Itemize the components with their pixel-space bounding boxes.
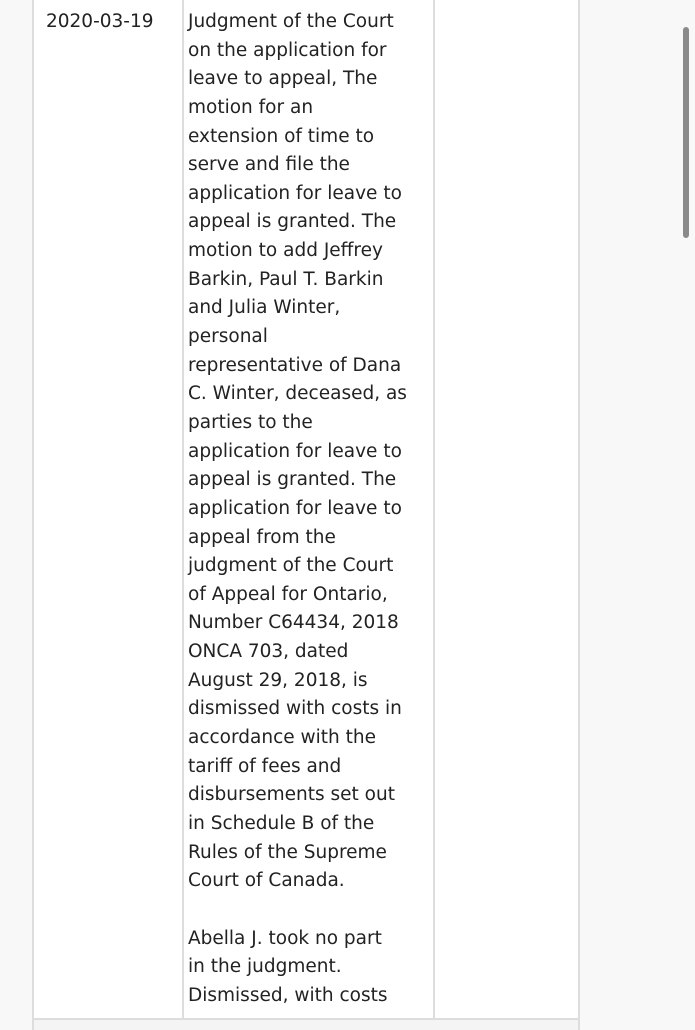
description-line: personal: [188, 326, 268, 348]
description-line: application for leave to: [188, 440, 402, 462]
description-line: Number C64434, 2018: [188, 612, 399, 634]
description-cell: [182, 0, 435, 1018]
paragraph-gap: [188, 896, 407, 925]
description-line: Court of Canada.: [188, 870, 345, 892]
description-line: Judgment of the Court: [188, 11, 394, 32]
description-line: Rules of the Supreme: [188, 841, 387, 863]
description-line: in the judgment.: [188, 956, 342, 978]
description-line: disbursements set out: [188, 784, 395, 806]
scrollbar[interactable]: [683, 27, 689, 238]
description-line: Dismissed, with costs: [188, 984, 388, 1006]
description-line: motion for an: [188, 96, 314, 118]
description-line: motion to add Jeffrey: [188, 240, 383, 262]
proceedings-table: [32, 0, 580, 1020]
description-line: appeal is granted. The: [188, 469, 397, 491]
description-line: extension of time to: [188, 125, 375, 147]
description-line: appeal is granted. The: [188, 211, 397, 233]
description-line: representative of Dana: [188, 354, 402, 376]
description-line: dismissed with costs in: [188, 698, 402, 720]
description-line: of Appeal for Ontario,: [188, 583, 388, 605]
description-line: leave to appeal, The: [188, 68, 378, 90]
description-line: August 29, 2018, is: [188, 669, 368, 691]
description-line: application for leave to: [188, 182, 402, 204]
description-line: C. Winter, deceased, as: [188, 383, 407, 405]
date-cell: [34, 0, 184, 1018]
next-table-row: [32, 1020, 580, 1030]
description-line: application for leave to: [188, 497, 402, 519]
description-line: judgment of the Court: [188, 555, 394, 577]
description-line: accordance with the: [188, 727, 377, 749]
description-line: ONCA 703, dated: [188, 641, 349, 663]
description-line: Abella J. took no part: [188, 927, 382, 949]
description-line: parties to the: [188, 411, 313, 433]
empty-cell: [433, 0, 578, 1018]
description-line: appeal from the: [188, 526, 336, 548]
proceeding-date: 2020-03-19: [46, 11, 154, 32]
description-line: serve and file the: [188, 154, 350, 176]
proceeding-description: [188, 8, 407, 1010]
description-line: and Julia Winter,: [188, 297, 341, 319]
description-line: in Schedule B of the: [188, 812, 375, 834]
description-line: on the application for: [188, 39, 387, 61]
description-line: Barkin, Paul T. Barkin: [188, 268, 384, 290]
description-line: tariff of fees and: [188, 755, 342, 777]
